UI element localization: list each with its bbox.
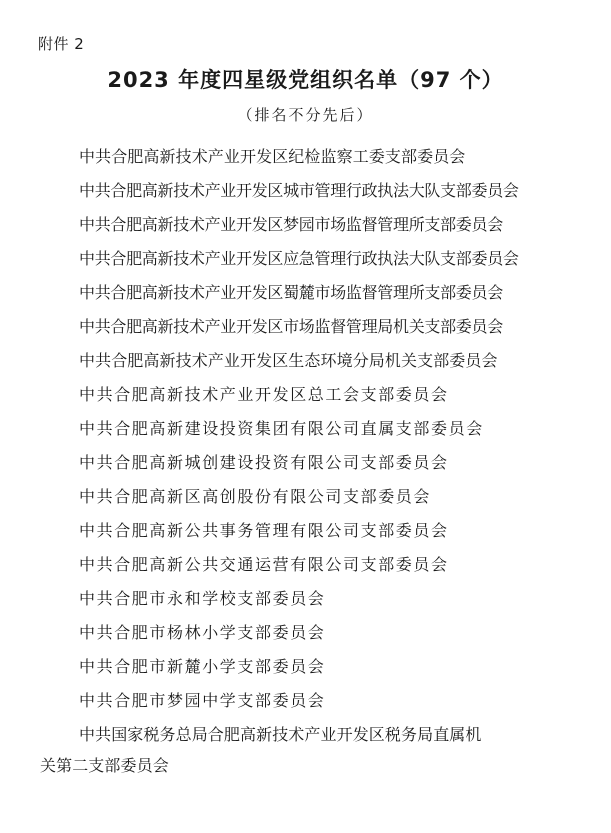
list-item: 中共合肥市新麓小学支部委员会 (79, 657, 326, 676)
list-item: 中共合肥高新建设投资集团有限公司直属支部委员会 (79, 419, 484, 438)
list-item: 中共合肥市永和学校支部委员会 (79, 589, 326, 608)
list-item: 中共合肥高新公共事务管理有限公司支部委员会 (79, 521, 449, 540)
list-item: 中共合肥高新技术产业开发区应急管理行政执法大队支部委员会 (79, 249, 519, 268)
list-item-line: 中共国家税务总局合肥高新技术产业开发区税务局直属机 (79, 725, 482, 744)
list-item (0, 718, 611, 780)
list-item: 中共合肥高新城创建设投资有限公司支部委员会 (79, 453, 449, 472)
list-item: 中共合肥高新技术产业开发区梦园市场监督管理所支部委员会 (79, 215, 503, 234)
list-item: 中共合肥高新技术产业开发区市场监督管理局机关支部委员会 (79, 317, 503, 336)
page-title: 2023 年度四星级党组织名单（97 个） (107, 68, 504, 92)
page-subtitle: （排名不分先后） (237, 106, 374, 124)
list-item: 中共合肥高新区高创股份有限公司支部委员会 (79, 487, 432, 506)
list-item: 中共合肥高新技术产业开发区纪检监察工委支部委员会 (79, 147, 466, 166)
list-item: 中共合肥高新技术产业开发区城市管理行政执法大队支部委员会 (79, 181, 519, 200)
list-item-line: 关第二支部委员会 (40, 756, 169, 775)
list-item: 中共合肥高新技术产业开发区蜀麓市场监督管理所支部委员会 (79, 283, 503, 302)
attachment-label: 附件 2 (38, 35, 85, 53)
list-item: 中共合肥高新技术产业开发区总工会支部委员会 (79, 385, 449, 404)
organization-list (0, 140, 611, 780)
list-item: 中共合肥高新技术产业开发区生态环境分局机关支部委员会 (79, 351, 498, 370)
list-item: 中共合肥市梦园中学支部委员会 (79, 691, 326, 710)
list-item: 中共合肥高新公共交通运营有限公司支部委员会 (79, 555, 449, 574)
list-item: 中共合肥市杨林小学支部委员会 (79, 623, 326, 642)
